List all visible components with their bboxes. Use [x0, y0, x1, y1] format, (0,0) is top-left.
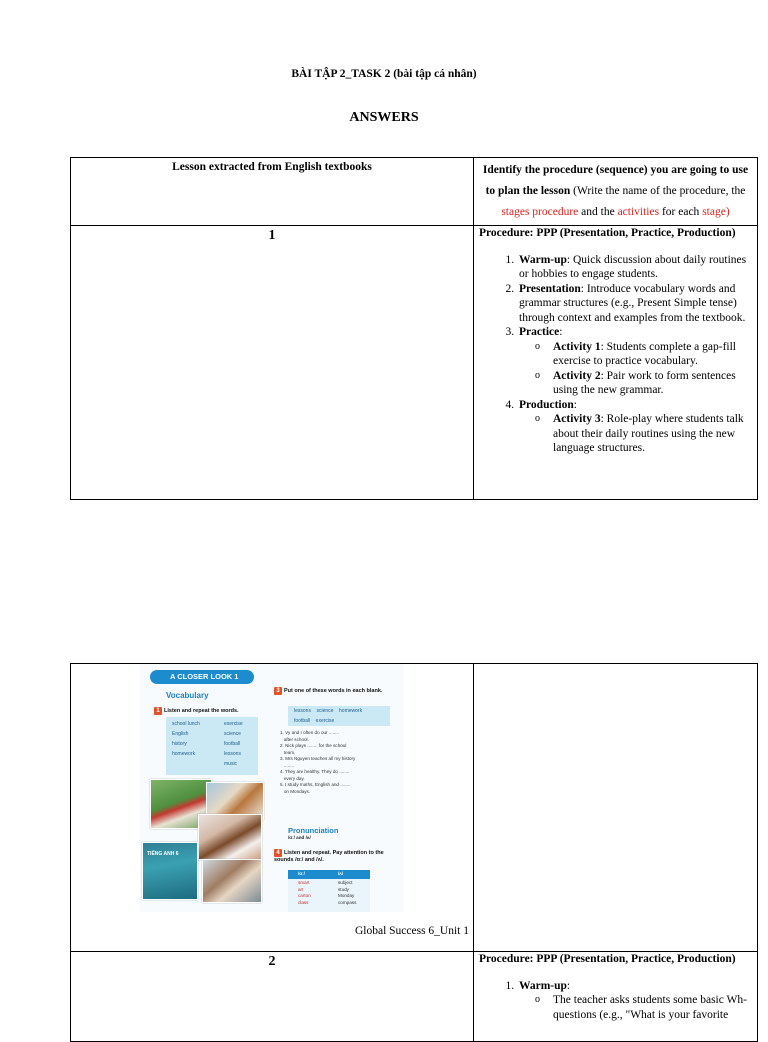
header-stage: stage)	[702, 206, 730, 218]
procedure-steps	[479, 979, 753, 1023]
sound-table-col-1: smart art carton class	[298, 880, 311, 905]
procedure-name: : PPP (Presentation, Practice, Production)	[529, 953, 736, 965]
exercise-3-heading	[274, 687, 392, 695]
sound-table-col-1-head: /ɑː/	[298, 871, 305, 876]
header-lesson-cell	[71, 158, 474, 226]
step-warm-up	[517, 979, 753, 1023]
procedure-label: Procedure	[479, 953, 530, 965]
textbook-page-image	[140, 663, 403, 912]
step-text: : Quick discussion about daily routines or hobbies to engage students.	[519, 253, 747, 280]
word: football	[224, 741, 241, 747]
word: music	[224, 761, 238, 767]
step-name: Presentation	[519, 282, 581, 295]
vocabulary-words-col-2	[224, 719, 243, 769]
step-name: Practice	[519, 326, 560, 338]
step-name: Warm-up	[519, 253, 567, 266]
word: science	[224, 731, 241, 737]
lesson-number: 2	[268, 954, 276, 969]
header-procedure-label	[474, 158, 757, 223]
step-name: Production	[519, 398, 574, 411]
textbook-caption: Global Success 6_Unit 1	[354, 925, 469, 937]
step-text: : Introduce vocabulary words and grammar structures (e.g., Present Simple tense) through context and examples from the textbook.	[519, 282, 746, 324]
document-title: BÀI TẬP 2_TASK 2 (bài tập cá nhân)	[291, 68, 477, 80]
header-lesson-label: Lesson extracted from English textbooks	[172, 161, 372, 173]
step-text: :	[573, 398, 577, 411]
procedure-title	[479, 226, 753, 241]
header-activities: activities	[617, 206, 660, 218]
answers-table-1	[70, 157, 758, 500]
activity-item	[553, 340, 753, 369]
exercise-4-heading	[274, 849, 392, 864]
word: exercise	[224, 721, 243, 727]
vocabulary-heading: Vocabulary	[166, 691, 209, 700]
pronunciation-sounds: /ɑː/ and /ʌ/	[288, 835, 311, 840]
header-procedure-cell	[474, 158, 758, 226]
violin-photo	[198, 814, 262, 860]
exercise-badge: 3	[274, 687, 282, 695]
pronunciation-heading: Pronunciation	[288, 826, 339, 835]
textbook-cell	[71, 664, 474, 952]
step-presentation	[517, 282, 753, 326]
word: lessons	[224, 751, 241, 757]
warm-up-activities	[519, 993, 753, 1022]
activity-text: : Pair work to form sentences using the new grammar.	[553, 369, 736, 396]
vocabulary-words-col-1	[172, 719, 200, 759]
procedure-name: : PPP (Presentation, Practice, Production)	[529, 227, 736, 239]
activity-name: Activity 2	[553, 369, 601, 382]
step-text: :	[559, 326, 563, 338]
header-procedure-text-3: for each	[659, 206, 703, 218]
word: homework	[172, 751, 196, 757]
activity-name: Activity 1	[553, 340, 601, 353]
header-procedure-text-2: and the	[578, 206, 618, 218]
sound-table-col-2: subject study Monday compass	[338, 880, 357, 905]
lesson-1-cell	[71, 226, 474, 500]
activity-item: o The teacher asks students some basic Wh-questions (e.g., "What is your favorite	[553, 993, 753, 1022]
activity-item	[553, 412, 753, 456]
procedure-steps	[479, 253, 753, 456]
exercise-1-text: Listen and repeat the words.	[164, 708, 239, 714]
cover-label: TIẾNG ANH 6	[147, 851, 179, 857]
step-practice	[517, 325, 753, 398]
exercise-3-text: Put one of these words in each blank.	[284, 688, 383, 694]
exercise-4-text: Listen and repeat. Pay attention to the sounds /ɑː/ and /ʌ/.	[274, 850, 384, 863]
lesson-2-procedure-cell	[474, 952, 758, 1042]
activity-text: : Role-play where students talk about their daily routines using the new language structures.	[553, 413, 744, 454]
word: school lunch	[172, 721, 200, 727]
answers-heading: ANSWERS	[349, 110, 419, 125]
word: history	[172, 741, 187, 747]
empty-procedure-cell	[474, 664, 758, 952]
step-text: :	[566, 979, 571, 992]
step-name: Warm-up	[519, 979, 567, 992]
lesson-2-cell	[71, 952, 474, 1042]
header-procedure-bold: Identify the procedure (sequence) you are going to use to plan the lesson	[482, 164, 749, 197]
exercise-badge: 4	[274, 849, 282, 857]
lesson-1-procedure-cell	[474, 226, 758, 500]
sound-table-col-2-head: /ʌ/	[338, 871, 344, 876]
header-procedure-text-1: (Write the name of the procedure, the	[570, 185, 746, 197]
answers-table-2	[70, 663, 758, 1042]
step-production	[517, 398, 753, 456]
production-activities	[519, 412, 753, 456]
step-warm-up	[517, 253, 753, 282]
procedure-title	[479, 952, 753, 967]
header-stages-procedure: stages procedure	[501, 206, 579, 218]
procedure-label: Procedure	[479, 227, 530, 239]
textbook-cover-photo	[142, 842, 198, 900]
exercise-3-sentences: 1. Vy and I often do our ........ after school. 2. Nick plays ........ for the school team. 3. Mrs Nguyen teaches all my history ........ 4. They are healthy. They do ........ every day. 5. I study maths, English and ........ on Mondays.	[280, 730, 356, 794]
activity-item	[553, 369, 753, 398]
activity-name: Activity 3	[553, 413, 601, 425]
word: English	[172, 731, 189, 737]
closer-look-banner: A CLOSER LOOK 1	[150, 670, 254, 684]
exercise-badge: 1	[154, 707, 162, 715]
exercise-3-words: lessons science homework football exercise	[294, 708, 363, 724]
homework-photo	[202, 859, 262, 903]
lesson-number: 1	[268, 228, 276, 243]
practice-activities	[519, 340, 753, 398]
activity-text: : Students complete a gap-fill exercise to practice vocabulary.	[553, 340, 737, 367]
